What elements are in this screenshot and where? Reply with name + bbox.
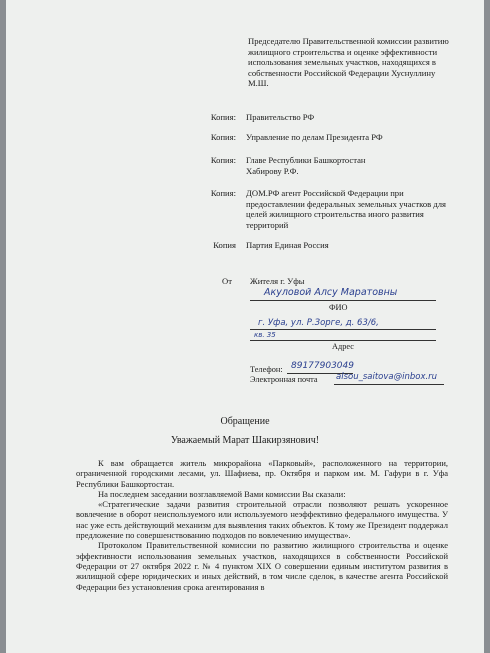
from-label: От: [222, 276, 232, 286]
phone-handwritten: 89177903049: [291, 361, 354, 371]
copy-text: Управление по делам Президента РФ: [246, 132, 383, 142]
copy-label: Копия:: [210, 155, 236, 165]
copy-label: Копия:: [210, 112, 236, 122]
letter-title: Обращение: [220, 416, 270, 427]
address-handwritten-line-2: кв. 35: [254, 331, 276, 339]
phone-label: Телефон:: [250, 365, 283, 374]
letter-page: [6, 0, 484, 653]
copy-label: Копия:: [210, 188, 236, 198]
email-label: Электронная почта: [250, 375, 318, 384]
copy-text: Партия Единая Россия: [246, 240, 329, 250]
email-underline: [334, 384, 444, 385]
address-caption: Адрес: [332, 342, 354, 351]
address-underline: [250, 329, 436, 330]
address-handwritten-line-1: г. Уфа, ул. Р.Зорге, д. 63/6,: [258, 318, 379, 328]
name-caption: ФИО: [329, 303, 348, 312]
body-paragraph: «Стратегические задачи развития строительной отрасли позволяют решать ускоренное вовлечение в оборот неиспользуемого или используемого неэффективно федерального имущества. У нас уже есть действующий механизм для выявления таких объектов. К тому же Президент поддержал предложение по совершенствованию подходов по вовлечению имущества».: [76, 499, 448, 541]
name-underline: [250, 300, 436, 301]
body-paragraph: На последнем заседании возглавляемой Вами комиссии Вы сказали:: [98, 488, 346, 499]
letter-body: [76, 458, 448, 592]
addressee-block: Председателю Правительственной комиссии развитию жилищного строительства и оценке эффективности использования земельных участков, находящихся в собственности Российской Федерации Хуснуллину М.Ш.: [248, 36, 449, 88]
body-paragraph: Протоколом Правительственной комиссии по развитию жилищного строительства и оценке эффективности использования земельных участков, находящихся в собственности Российской Федерации от 27 октября 2022 г. № 4 пунктом XIX О совершении единым институтом развития в жилищной сфере юридических и иных действий, в том числе сделок, в качестве агента Российской Федерации без установления срока агентирования в: [76, 540, 448, 592]
sender-resident: Жителя г. Уфы: [250, 276, 305, 286]
copy-text: ДОМ.РФ агент Российской Федерации при предоставлении федеральных земельных участков для целей жилищного строительства иного развития территорий: [246, 188, 446, 230]
body-paragraph: К вам обращается житель микрорайона «Парковый», расположенного на территории, ограниченной городскими лесами, ул. Шафиева, пр. Октября и парком им. М. Гафури в г. Уфа Республики Башкортостан.: [76, 458, 448, 489]
copy-text: Главе Республики Башкортостан Хабирову Р.Ф.: [246, 155, 366, 176]
copy-label: Копия: [213, 240, 236, 250]
email-handwritten: alsou_saitova@inbox.ru: [336, 372, 438, 382]
copy-label: Копия:: [210, 132, 236, 142]
sender-name-handwritten: Акуловой Алсу Маратовны: [264, 287, 398, 298]
address-underline-2: [250, 340, 436, 341]
letter-greeting: Уважаемый Марат Шакирзянович!: [170, 435, 320, 446]
copy-text: Правительство РФ: [246, 112, 315, 122]
